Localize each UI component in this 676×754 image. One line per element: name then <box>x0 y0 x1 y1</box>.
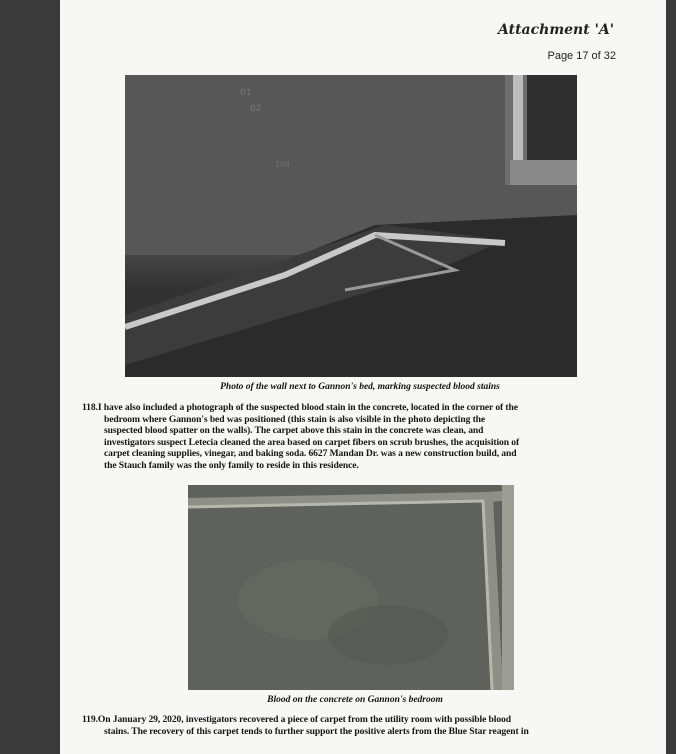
concrete-photo <box>188 485 514 690</box>
paragraph-line: the Stauch family was the only family to reside in this residence. <box>104 459 359 471</box>
paragraph-line: 119.On January 29, 2020, investigators recovered a piece of carpet from the utility room with possible blood <box>82 714 511 725</box>
svg-text:104: 104 <box>275 160 291 169</box>
paragraph-line: stains. The recovery of this carpet tends to further support the positive alerts from the Blue Star reagent in <box>104 725 529 737</box>
paragraph-line: investigators suspect Letecia cleaned the area based on carpet fibers on scrub brushes, the acquisition of <box>104 436 520 448</box>
paragraph-118 <box>82 402 652 472</box>
concrete-photo-caption: Blood on the concrete on Gannon's bedroom <box>267 695 443 705</box>
svg-text:01: 01 <box>240 88 252 98</box>
wall-photo-caption: Photo of the wall next to Gannon's bed, marking suspected blood stains <box>220 382 500 392</box>
page-number: Page 17 of 32 <box>547 50 616 62</box>
paragraph-line: bedroom where Gannon's bed was positioned (this stain is also visible in the photo depicting the <box>104 413 486 425</box>
document-page <box>60 0 666 754</box>
wall-photo <box>125 75 577 377</box>
paragraph-119 <box>82 714 652 737</box>
attachment-label: Attachment 'A' <box>498 22 614 38</box>
svg-text:02: 02 <box>250 104 262 114</box>
paragraph-line: suspected blood spatter on the walls). The carpet above this stain in the concrete was clean, and <box>104 425 484 437</box>
paragraph-line: 118.I have also included a photograph of the suspected blood stain in the concrete, located in the corner of the <box>82 402 518 413</box>
paragraph-line: carpet cleaning supplies, vinegar, and baking soda. 6627 Mandan Dr. was a new construction build, and <box>104 448 517 460</box>
